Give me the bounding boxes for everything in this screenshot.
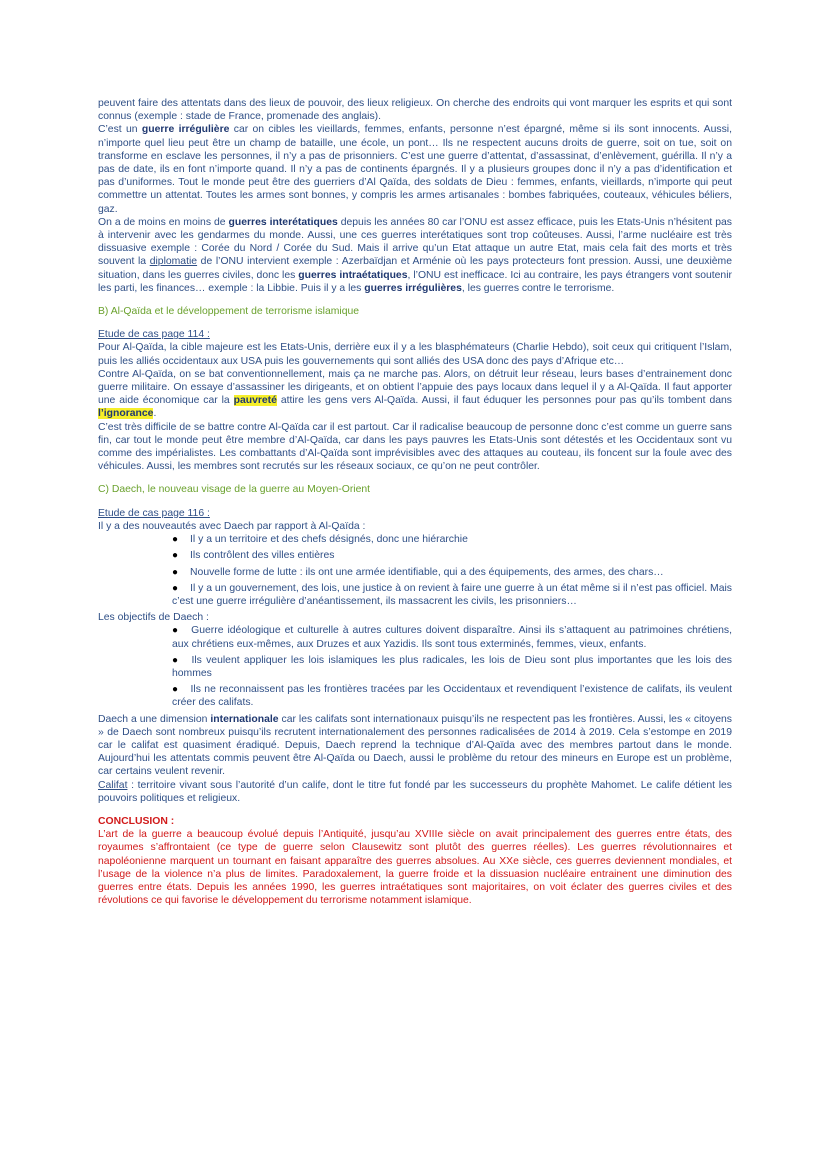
list-daech-objectives — [98, 624, 732, 709]
list-daech-novelties — [98, 533, 732, 608]
term-guerres-irregulieres: guerres irrégulières — [364, 282, 462, 294]
term-diplomatie: diplomatie — [149, 256, 198, 268]
section-c-title: C) Daech, le nouveau visage de la guerre au Moyen-Orient — [98, 484, 371, 496]
highlight-ignorance: l’ignorance — [98, 408, 154, 420]
highlight-pauvrete: pauvreté — [233, 395, 277, 407]
list-item: ● Ils veulent appliquer les lois islamiques les plus radicales, les lois de Dieu sont plus importantes que les lois des hommes — [172, 654, 732, 679]
list-item: ● Nouvelle forme de lutte : ils ont une armée identifiable, qui a des équipements, des armes, des chars… — [172, 566, 664, 578]
document-page — [98, 97, 732, 907]
paragraph-objectives: Les objectifs de Daech : — [98, 612, 209, 624]
paragraph-daech-intro: Il y a des nouveautés avec Daech par rapport à Al-Qaïda : — [98, 520, 366, 532]
paragraph-attacks: peuvent faire des attentats dans des lieux de pouvoir, des lieux religieux. On cherche des endroits qui vont marquer les esprits et qui sont connus (exemple : stade de France, promenade des anglais). — [98, 98, 732, 123]
paragraph-fight-al-qaida: Contre Al-Qaïda, on se bat conventionnellement, mais ça ne marche pas. Alors, on détruit leur réseau, leurs bases d’entrainement donc guerre militaire. On essaye d’assassiner les dirigeants, et on obtient l’appuie des pays locaux dans lequel il y a Al-Qaïda. Il faut apporter une aide économique car la pauvreté attire les gens vers Al-Qaïda. Aussi, il faut éduquer les personnes pour pas qu’ils tombent dans l’ignorance. — [98, 368, 732, 420]
term-guerres-interetatiques: guerres interétatiques — [228, 216, 338, 228]
bullet-icon: ● — [172, 582, 179, 594]
bullet-icon: ● — [172, 566, 179, 578]
list-item: ● Guerre idéologique et culturelle à autres cultures doivent disparaître. Ainsi ils s’attaquent au patrimoines chrétiens, aux chrétiens eux-mêmes, aux Druzes et aux Yazidis. Ils sont tous exterminés, femmes, vieux, enfants. — [172, 625, 732, 650]
term-guerres-intraetatiques: guerres intraétatiques — [298, 269, 408, 281]
conclusion-title: CONCLUSION : — [98, 815, 175, 827]
list-item: ● Ils contrôlent des villes entières — [172, 550, 335, 562]
paragraph-interstate-wars: On a de moins en moins de guerres interétatiques depuis les années 80 car l’ONU est assez efficace, puis les Etats-Unis n’hésitent pas à intervenir avec les gendarmes du monde. Aussi, une ces guerres interétatiques sont trop coûteuses. Aussi, l’arme nucléaire est très dissuasive exemple : Corée du Nord / Corée du Sud. Mais il arrive qu’un Etat attaque un autre Etat, mais cela fait des morts et très souvent la diplomatie de l’ONU intervient exemple : Azerbaïdjan et Arménie où les pays protecteurs font pression. Aussi, une deuxième situation, dans les guerres civiles, donc les guerres intraétatiques, l’ONU est inefficace. Ici au contraire, les pays étrangers vont soutenir les parti, les finances… exemple : la Libbie. Puis il y a les guerres irrégulières, les guerres contre le terrorisme. — [98, 216, 732, 294]
paragraph-irregular-war: C’est un guerre irrégulière car on cibles les vieillards, femmes, enfants, personne n’est épargné, même si ils sont innocents. Aussi, n’importe quel lieu peut être un champ de bataille, une école, un pont… Ils ne respectent aucuns droits de guerre, soit on tue, soit on transforme en esclave les personnes, il n’y a pas de prisonniers. C’est une guerre d’attentat, d’assassinat, d’enlèvement, guérilla. Il n’y a pas de date, ils en font n’importe quand. Il n’y a pas de continents épargnés. Il y a plusieurs groupes donc il n’y a pas d’identification et pas d’uniformes. Tout le monde peut être des guerriers d’Al Qaïda, des soldats de Dieu : femmes, enfants, vieillards, n’importe qui peut commettre un attentat. Toutes les armes sont bonnes, y compris les armes artisanales : bombes fabriquées, couteaux, véhicules béliers, gaz. — [98, 124, 732, 215]
list-item: ● Il y a un territoire et des chefs désignés, donc une hiérarchie — [172, 534, 468, 546]
list-item: ● Il y a un gouvernement, des lois, une justice à on revient à faire une guerre à un état même si il n’est pas officiel. Mais c’est une guerre irrégulière d’anéantissement, ils massacrent les civils, les prisonniers… — [172, 582, 732, 607]
term-internationale: internationale — [210, 713, 279, 725]
list-item: ● Ils ne reconnaissent pas les frontières tracées par les Occidentaux et revendiquent l’existence de califats, ils veulent créer des califats. — [172, 684, 732, 709]
case-study-114: Etude de cas page 114 : — [98, 329, 210, 341]
paragraph-difficulty: C’est très difficile de se battre contre Al-Qaïda car il est partout. Car il radicalise beaucoup de personne donc c’est comme un guerre sans fin, car tout le monde peut être membre d’Al-Qaïda, car dans les pays pauvres les Etats-Unis sont détestés et les Occidentaux sont vu comme des impérialistes. Les combattants d’Al-Qaïda sont imprévisibles avec des attaques au couteau, ils foncent sur la foule avec des véhicules. Aussi, les membres sont recrutés sur les réseaux sociaux, ce qu’on ne peut contrôler. — [98, 421, 732, 473]
paragraph-al-qaida-targets: Pour Al-Qaïda, la cible majeure est les Etats-Unis, derrière eux il y a les blasphémateurs (Charlie Hebdo), soit ceux qui critiquent l’Islam, puis les alliés occidentaux aux USA puis les gouvernements qui sont alliés des USA donc des pays d’Afrique etc… — [98, 342, 732, 367]
bullet-icon: ● — [172, 534, 179, 546]
definition-califat: Califat : territoire vivant sous l’autorité d’un calife, dont le titre fut fondé par les successeurs du prophète Mahomet. Le calife détient les pouvoirs politiques et religieux. — [98, 779, 732, 804]
bullet-icon: ● — [172, 550, 179, 562]
bullet-icon: ● — [172, 654, 180, 666]
section-b-title: B) Al-Qaïda et le développement de terrorisme islamique — [98, 306, 360, 318]
bullet-icon: ● — [172, 625, 180, 637]
conclusion-text: L’art de la guerre a beaucoup évolué depuis l’Antiquité, jusqu’au XVIIIe siècle on avait principalement des guerres entre états, des royaumes s’affrontaient (ce type de guerre selon Clausewitz sont plutôt des guerres réelles). Les guerres révolutionnaires et napoléonienne marquent un tournant en faisant apparaître des guerres absolues. Au XXe siècle, ces guerres deviennent mondiales, et l’usage de la violence n’a plus de limites. Paradoxalement, la guerre froide et la dissuasion nucléaire entrainent une diminution des guerres entre états. Depuis les années 1990, les guerres intraétatiques sont majoritaires, on voit éclater des guerres civiles et des révolutions ce qui favorise le développement du terrorisme notamment islamique. — [98, 829, 732, 907]
case-study-116: Etude de cas page 116 : — [98, 507, 210, 519]
definition-label: Califat — [98, 779, 128, 791]
term-guerre-irreguliere: guerre irrégulière — [141, 124, 230, 136]
paragraph-international: Daech a une dimension internationale car les califats sont internationaux puisqu’ils ne respectent pas les frontières. Aussi, les « citoyens » de Daech sont nombreux puisqu’ils recrutent internationalement des personnes radicalisées de 2014 à 2019. Cela s’estompe en 2019 car le califat est quasiment éradiqué. Depuis, Daech reprend la technique d’Al-Qaïda avec des membres partout dans le monde. Aujourd’hui les attentats commis peuvent être Al-Qaïda ou Daech, aussi le problème du retour des mineurs en Europe est un problème, car certains veulent revenir. — [98, 713, 732, 778]
bullet-icon: ● — [172, 684, 179, 696]
